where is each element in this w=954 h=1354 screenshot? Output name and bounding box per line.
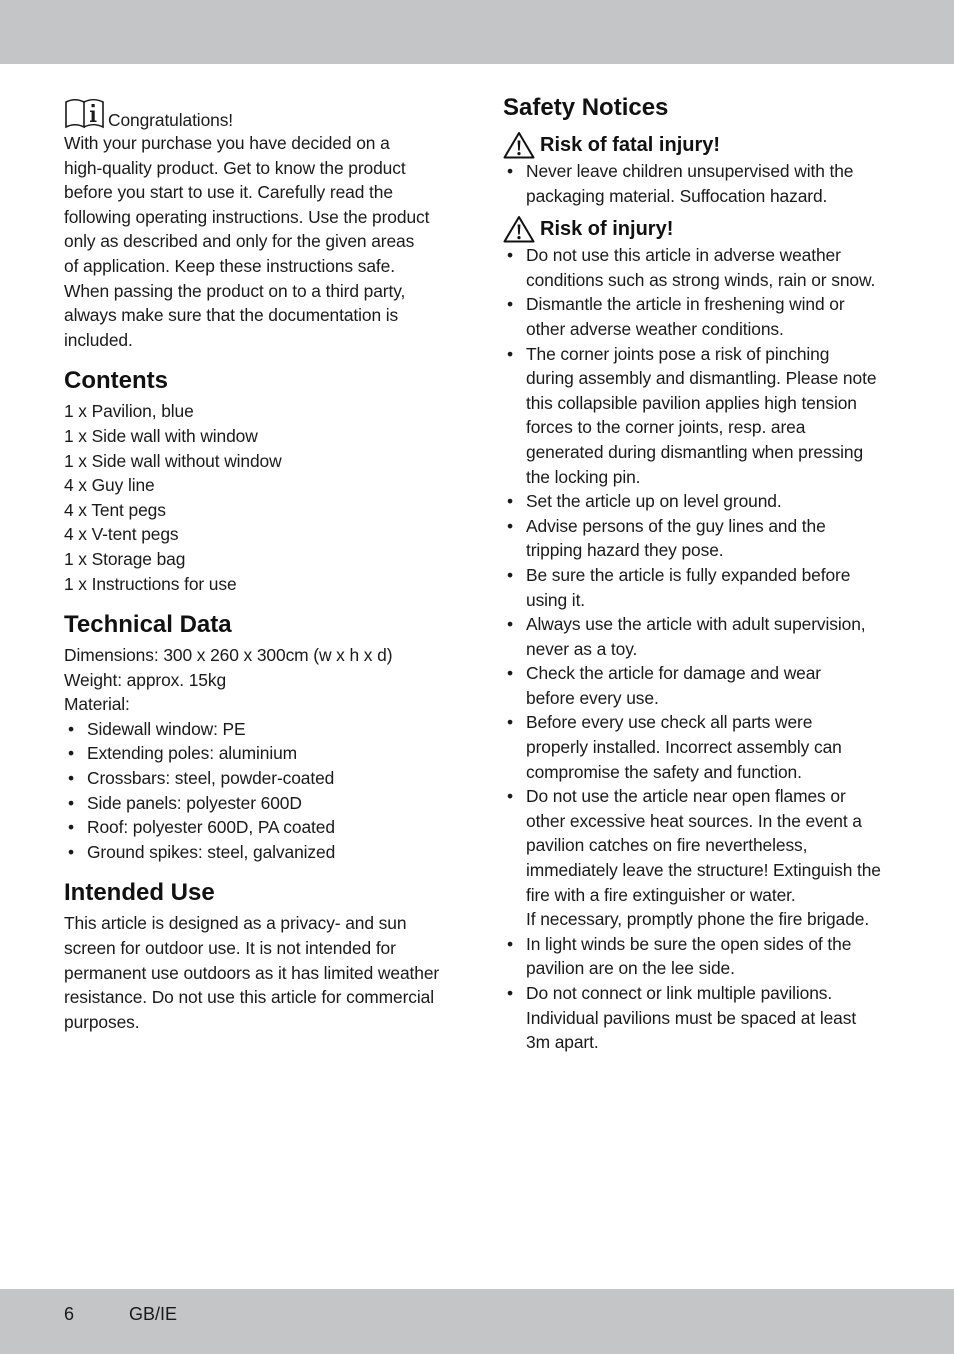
item-line: generated during dismantling when pressing	[526, 441, 864, 462]
header-band	[0, 0, 954, 64]
list-item	[503, 514, 895, 563]
item-line: immediately leave the structure! Extinguish the	[526, 860, 881, 881]
list-item	[503, 981, 895, 1055]
item-line: before every use.	[526, 687, 659, 708]
intro-line: high-quality product. Get to know the product	[64, 157, 406, 178]
item-line: pavilion are on the lee side.	[526, 958, 735, 979]
list-item	[503, 292, 895, 341]
language-code: GB/IE	[129, 1304, 178, 1324]
item-line: • Check the article for damage and wear	[526, 663, 821, 684]
list-item: • Side panels: polyester 600D	[64, 791, 456, 816]
list-item: • Extending poles: aluminium	[64, 741, 456, 766]
fatal-injury-heading	[503, 131, 895, 159]
injury-label: Risk of injury!	[540, 218, 674, 241]
intro-line: included.	[64, 329, 133, 350]
item-line: during assembly and dismantling. Please note	[526, 368, 877, 389]
item-line: • Advise persons of the guy lines and the	[526, 515, 826, 536]
intro-line: following operating instructions. Use the product	[64, 206, 430, 227]
list-item	[503, 784, 895, 932]
item-line: fire with a fire extinguisher or water.	[526, 884, 796, 905]
fatal-injury-label: Risk of fatal injury!	[540, 134, 721, 156]
list-item: • Sidewall window: PE	[64, 717, 456, 742]
item-line: forces to the corner joints, resp. area	[526, 417, 806, 438]
injury-heading	[503, 215, 895, 243]
intended-line: purposes.	[64, 1011, 140, 1032]
list-item	[503, 661, 895, 710]
list-item: 1 x Side wall without window	[64, 450, 282, 471]
dimensions-text: Dimensions: 300 x 260 x 300cm (w x h x d)	[64, 645, 393, 666]
item-line: the locking pin.	[526, 466, 641, 487]
intro-line: always make sure that the documentation is	[64, 305, 399, 326]
list-item: • Crossbars: steel, powder-coated	[64, 766, 456, 791]
list-item	[503, 563, 895, 612]
list-item: 4 x Tent pegs	[64, 499, 166, 520]
item-line: • Never leave children unsupervised with the	[526, 161, 854, 181]
contents-title: Contents	[64, 367, 168, 395]
contents-list	[64, 399, 456, 596]
item-line: compromise the safety and function.	[526, 761, 802, 782]
list-item: 4 x V-tent pegs	[64, 524, 179, 545]
item-line: using it.	[526, 589, 586, 610]
intro-line: only as described and only for the given areas	[64, 231, 415, 252]
item-line: If necessary, promptly phone the fire brigade.	[526, 909, 870, 930]
list-item	[503, 710, 895, 784]
item-line: • The corner joints pose a risk of pinching	[526, 343, 830, 364]
intro-line: When passing the product on to a third party,	[64, 280, 406, 301]
item-line: this collapsible pavilion applies high tension	[526, 392, 857, 413]
intended-use-title: Intended Use	[64, 879, 215, 907]
item-line: other adverse weather conditions.	[526, 318, 784, 339]
item-line: • Do not use this article in adverse weather	[526, 245, 841, 266]
list-item: 1 x Instructions for use	[64, 573, 237, 594]
intro-line: of application. Keep these instructions safe.	[64, 255, 395, 276]
fatal-injury-list	[503, 159, 895, 208]
item-line: • Do not connect or link multiple pavilions.	[526, 983, 833, 1003]
list-item	[503, 932, 895, 981]
technical-data-title: Technical Data	[64, 611, 232, 639]
page-number: 6	[64, 1304, 75, 1324]
item-line: • In light winds be sure the open sides of the	[526, 933, 852, 954]
intended-line: screen for outdoor use. It is not intended for	[64, 938, 396, 959]
item-line: • Dismantle the article in freshening wind or	[526, 294, 845, 315]
list-item: 1 x Side wall with window	[64, 425, 258, 446]
intro-line: With your purchase you have decided on a	[64, 133, 390, 153]
warning-triangle-icon	[503, 215, 535, 243]
intended-line: permanent use outdoors as it has limited weather	[64, 962, 440, 983]
item-line: Individual pavilions must be spaced at least	[526, 1007, 857, 1028]
item-line: conditions such as strong winds, rain or snow.	[526, 269, 876, 290]
list-item: 1 x Storage bag	[64, 548, 186, 569]
list-item: 1 x Pavilion, blue	[64, 401, 194, 422]
safety-notices-title: Safety Notices	[503, 94, 669, 121]
item-line: • Be sure the article is fully expanded before	[526, 564, 851, 585]
item-line: • Always use the article with adult supervision,	[526, 614, 866, 635]
item-line: properly installed. Incorrect assembly can	[526, 737, 842, 758]
list-item	[503, 612, 895, 661]
list-item	[503, 342, 895, 490]
list-item: • Ground spikes: steel, galvanized	[64, 840, 456, 865]
item-line: never as a toy.	[526, 638, 638, 659]
intro-heading-row	[64, 96, 456, 131]
injury-list	[503, 243, 895, 1055]
right-column	[503, 96, 895, 1055]
item-line: other excessive heat sources. In the event a	[526, 810, 862, 831]
intended-use-text	[64, 911, 456, 1034]
weight-text: Weight: approx. 15kg	[64, 669, 227, 690]
intended-line: resistance. Do not use this article for commercial	[64, 987, 435, 1008]
warning-triangle-icon	[503, 131, 535, 159]
item-line: • Before every use check all parts were	[526, 712, 813, 733]
material-label: Material:	[64, 694, 130, 715]
list-item	[503, 243, 895, 292]
list-item	[503, 159, 895, 208]
materials-list	[64, 717, 456, 865]
item-line: tripping hazard they pose.	[526, 540, 724, 561]
list-item: • Roof: polyester 600D, PA coated	[64, 815, 456, 840]
item-line: • Do not use the article near open flames or	[526, 786, 846, 807]
intro-text	[64, 131, 456, 352]
list-item: 4 x Guy line	[64, 475, 155, 496]
item-line: packaging material. Suffocation hazard.	[526, 185, 828, 206]
intro-heading: Congratulations!	[108, 110, 234, 130]
info-book-icon	[64, 96, 105, 130]
item-line: 3m apart.	[526, 1032, 599, 1053]
intro-line: before you start to use it. Carefully read the	[64, 182, 393, 203]
left-column	[64, 96, 456, 1034]
item-line: • Set the article up on level ground.	[526, 491, 782, 512]
item-line: pavilion catches on fire nevertheless,	[526, 835, 808, 856]
intended-line: This article is designed as a privacy- and sun	[64, 913, 407, 934]
list-item	[503, 489, 895, 514]
